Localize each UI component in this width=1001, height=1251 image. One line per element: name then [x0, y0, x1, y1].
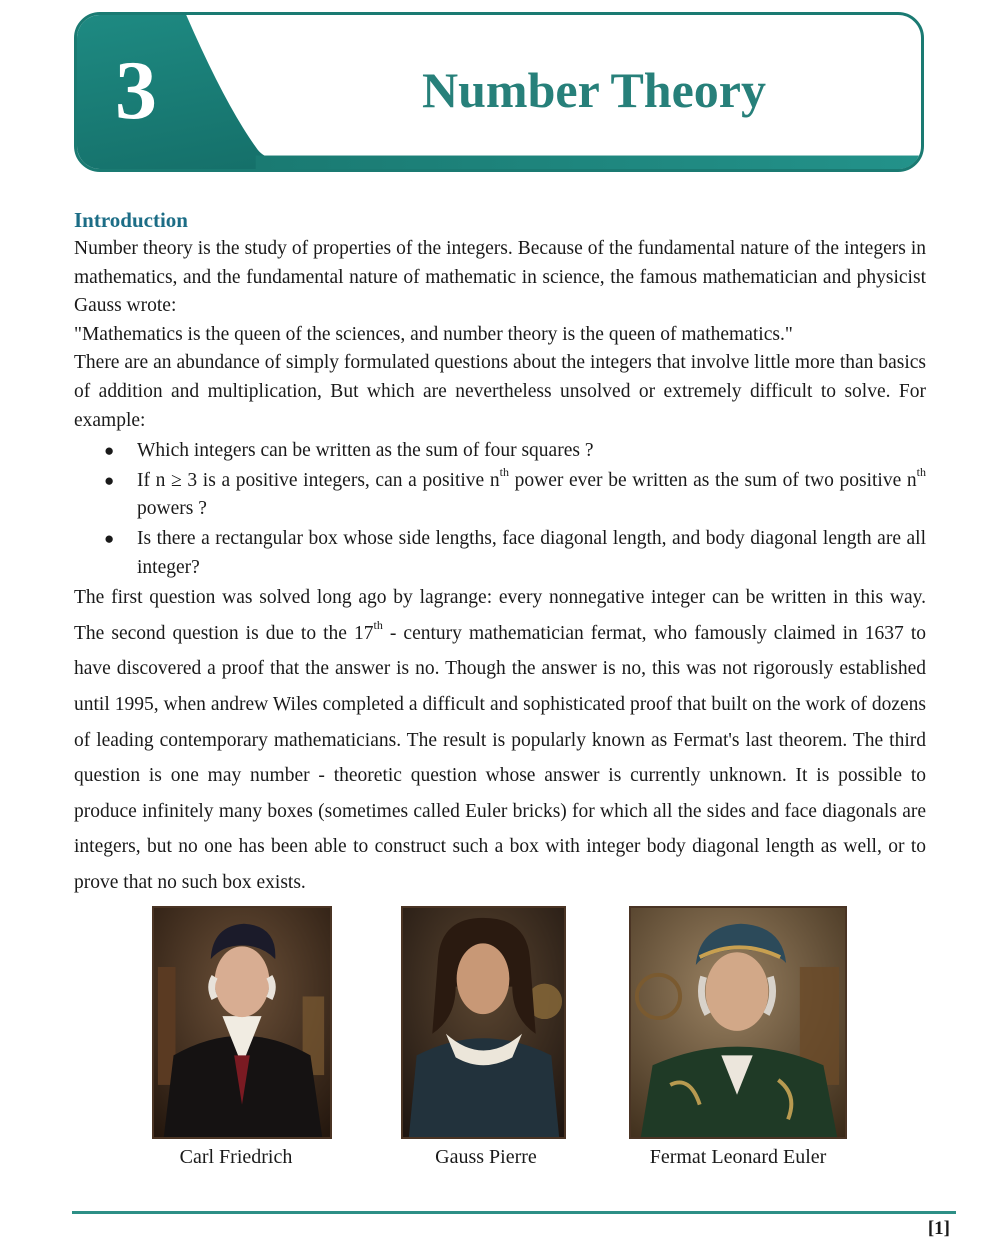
- question-list: [74, 437, 926, 582]
- gauss-quote: "Mathematics is the queen of the sciences, and number theory is the queen of mathematics.": [74, 323, 793, 345]
- bullet-icon: ●: [104, 528, 115, 548]
- footer-divider: [72, 1211, 956, 1214]
- page-number: [1]: [927, 1218, 950, 1239]
- portrait-image: [152, 906, 332, 1139]
- question-item: ● If n ≥ 3 is a positive integers, can a positive $n^{th}$ power ever be written as the sum of two positive $n^{th}$ powers ?: [104, 465, 926, 520]
- portrait-image: [629, 906, 847, 1139]
- section-heading: Introduction: [74, 208, 188, 232]
- bullet-icon: ●: [104, 441, 115, 461]
- chapter-title: Number Theory: [422, 62, 766, 118]
- question-item: ● Which integers can be written as the sum of four squares ?: [74, 437, 926, 466]
- bullet-icon: ●: [104, 470, 115, 490]
- intro-paragraph: Number theory is the study of properties of the integers. Because of the fundamental nature of the integers in mathematics, and the fundamental nature of mathematic in science, the famous mathematician and physicist Gauss wrote:: [74, 238, 926, 317]
- main-content: [74, 205, 926, 900]
- portrait-caption: Carl Friedrich: [179, 1146, 293, 1168]
- chapter-banner: [74, 12, 924, 172]
- question-item: ● Is there a rectangular box whose side lengths, face diagonal length, and body diagonal length are all integer?: [74, 525, 926, 582]
- portrait-image: [401, 906, 566, 1139]
- questions-intro-paragraph: There are an abundance of simply formulated questions about the integers that involve little more than basics of addition and multiplication, But which are nevertheless unsolved or extremely difficult to solve. For example:: [74, 352, 926, 431]
- discussion-paragraph: The first question was solved long ago by lagrange: every nonnegative integer can be written in this way. The second question is due to the 17th - century mathematician fermat, who famously claimed in 1637 to have discovered a proof that the answer is no. Though the answer is no, this was not rigorously established until 1995, when andrew Wiles completed a difficult and sophisticated proof that built on the work of dozens of leading contemporary mathematicians. The result is popularly known as Fermat's last theorem. The third question is one may number - theoretic question whose answer is currently unknown. It is possible to produce infinitely many boxes (sometimes called Euler bricks) for which all the sides and face diagonals are integers, but no one has been able to construct such a box with integer body diagonal length as well, or to prove that no such box exists.: [74, 587, 926, 893]
- portrait-caption: Fermat Leonard Euler: [649, 1146, 827, 1168]
- portrait-caption: Gauss Pierre: [435, 1146, 537, 1168]
- chapter-number: 3: [115, 43, 157, 137]
